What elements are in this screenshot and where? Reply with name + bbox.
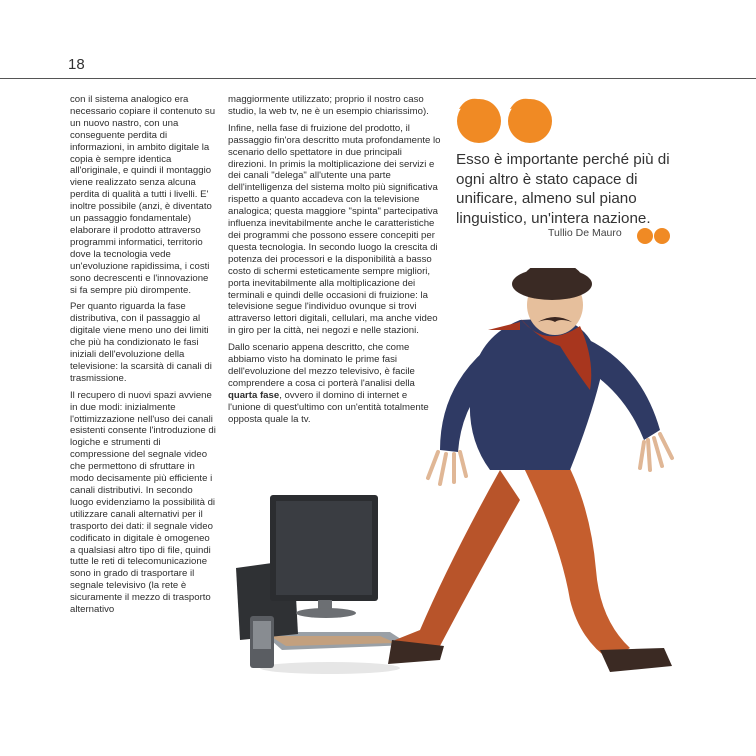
left-hand	[428, 452, 466, 484]
quote-end-icon	[636, 227, 672, 245]
front-shoe	[600, 648, 672, 672]
front-leg	[520, 450, 630, 660]
tv-stand-base	[296, 608, 356, 618]
column1-paragraph-2: Per quanto riguarda la fase distributiva, con il passaggio al digitale viene meno uno dei limiti che più ha condizionato le fasi iniziali dell'evoluzione della televisione: la scarsità di canali di trasmissione.	[70, 301, 212, 384]
text-column-1	[70, 94, 216, 621]
column1-paragraph-1: con il sistema analogico era necessario copiare il contenuto su un nuovo nastro, con una conseguente perdita di informazioni, in ambito digitale la copia è sempre identica all'originale, e quindi il montaggio viene realizzato senza alcuna perdita di qualità a tutti i livelli. E' inoltre possibile (anzi, è diventato un passaggio fondamentale) elaborare il prodotto attraverso programmi informatici, territorio dove la tecnologia vede un'evoluzione rapidissima, i costi sono decrescenti e l'innovazione si fa sempre più dirompente.	[70, 94, 216, 296]
quote-marks-icon	[456, 97, 556, 147]
back-leg	[395, 470, 520, 660]
header-rule	[0, 78, 756, 79]
ground-shadow	[260, 662, 400, 674]
hat-crown	[520, 268, 586, 284]
column2-paragraph-3-end: , ovvero il domino di internet e l'unione di quest'ultimo con un'entità totalmente opposta quale la tv.	[228, 389, 429, 425]
page-number: 18	[68, 56, 85, 73]
column1-paragraph-3: Il recupero di nuovi spazi avviene in due modi: inizialmente l'ottimizzazione nell'uso dei canali esistenti consente l'introduzione di logiche e strumenti di compressione del segnale video che permettono di sfruttare in modo decisamente più efficiente i canali distributivi. In secondo luogo evidenziamo la possibilità di utilizzare canali alternativi per il trasporto dei dati: il segnale video codificato in digitale è omogeneo a qualsiasi altro tipo di file, quindi tutte le reti di telecomunicazione sono in grado di trasportare il segnale televisivo (la rete è sicuramente il mezzo di trasporto alternativo	[70, 389, 216, 616]
scarf-tail	[488, 322, 520, 330]
tv-screen	[276, 501, 372, 595]
quote-author: Tullio De Mauro	[548, 227, 622, 239]
pull-quote: Esso è importante perché più di ogni altro è stato capace di unificare, almeno sul piano linguistico, un'intera nazione.	[456, 151, 670, 227]
column2-paragraph-2: Infine, nella fase di fruizione del prodotto, il passaggio fin'ora descritto muta profondamente lo scenario dello spettatore in due principali direzioni. In primis la moltiplicazione dei servizi e dei canali "delega" all'utente una parte dell'intelligenza del sistema molto più significativa rispetto a quanto accadeva con la televisione analogica; questa maggiore "spinta" partecipativa influenza inevitabilmente anche le caratteristiche dei programmi che possono essere concepiti per questa tecnologia. In secondo luogo la crescita di potenza dei processori e la disponibilità a basso costo di schermi esteticamente sempre migliori, porta inevitabilmente alla moltiplicazione dei terminali e quindi delle occasioni di fruizione: la televisione segue l'individuo ovunque si trovi attraverso lettori digitali, cellulari, ma anche video in giro per la città, nei negozi e nelle stazioni.	[228, 122, 441, 337]
illustration-man-running-with-screens	[230, 268, 700, 688]
column2-paragraph-1: maggiormente utilizzato; proprio il nostro caso studio, la web tv, ne è un esempio chiarissimo).	[228, 94, 429, 117]
phone-screen	[253, 621, 271, 649]
column2-paragraph-3-start: Dallo scenario appena descritto, che come abbiamo visto ha dominato le prime fasi dell'evoluzione del mezzo televisivo, è facile comprendere a cosa ci porterà l'analisi della	[228, 342, 415, 389]
quarta-fase-bold: quarta fase	[228, 389, 280, 401]
